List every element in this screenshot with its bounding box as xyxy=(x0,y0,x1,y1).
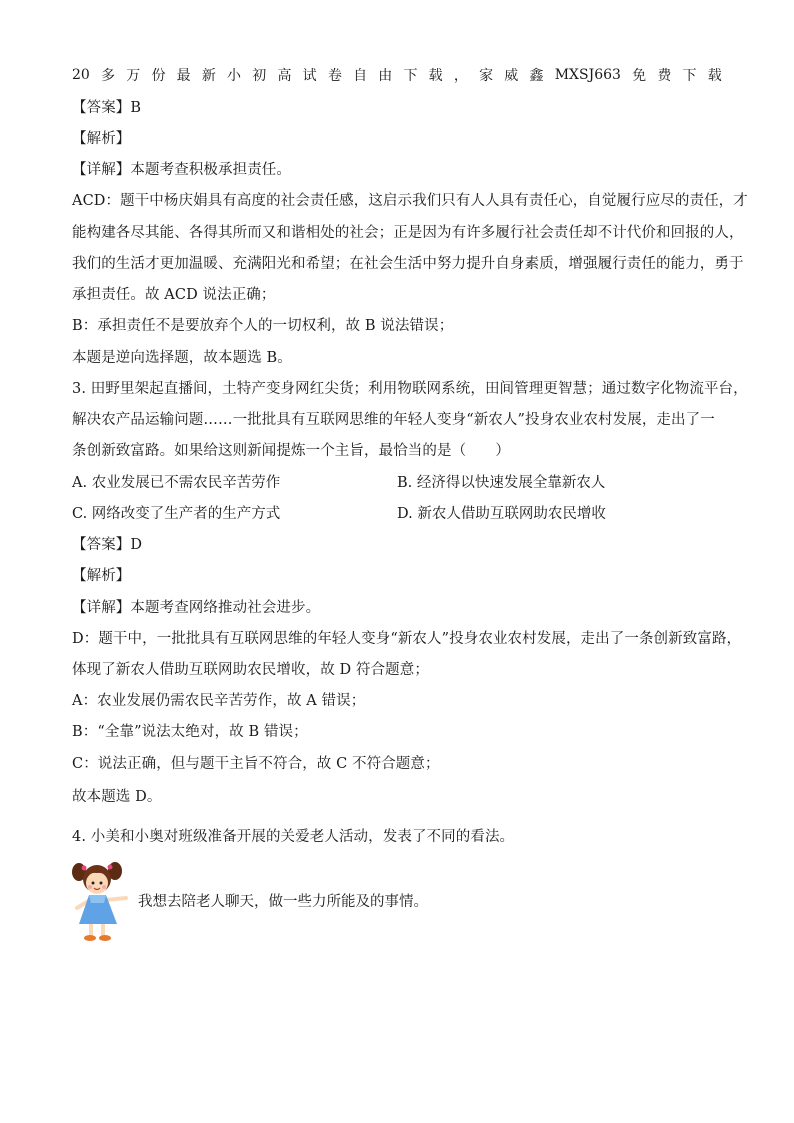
header-word: 试 xyxy=(302,68,317,84)
explanation-line: A：农业发展仍需农民辛苦劳作，故 A 错误； xyxy=(72,693,366,709)
detail-line: 【详解】本题考查积极承担责任。 xyxy=(72,162,291,178)
header-word: ， xyxy=(453,68,468,84)
header-word: 费 xyxy=(657,68,672,84)
explanation-line: ACD：题干中杨庆娟具有高度的社会责任感，这启示我们只有人人具有责任心，自觉履行应尽的责任，才 xyxy=(72,193,748,209)
header-word: 载 xyxy=(707,68,722,84)
analysis-heading: 【解析】 xyxy=(72,131,131,147)
header-word: 鑫 xyxy=(529,68,544,84)
answer-line: 【答案】B xyxy=(72,100,142,116)
analysis-heading: 【解析】 xyxy=(72,568,131,584)
header-word: 下 xyxy=(682,68,697,84)
explanation-line: D：题干中，一批批具有互联网思维的年轻人变身“新农人”投身农业农村发展，走出了一条创新致富路， xyxy=(72,631,742,647)
conclusion-line: 故本题选 D。 xyxy=(72,789,162,805)
girl-illustration xyxy=(70,858,132,944)
header-word: 初 xyxy=(252,68,267,84)
explanation-line: B：承担责任不是要放弃个人的一切权利，故 B 说法错误； xyxy=(72,318,454,334)
explanation-line: 承担责任。故 ACD 说法正确； xyxy=(72,287,276,303)
header-word: 卷 xyxy=(327,68,342,84)
explanation-line: B：“全靠”说法太绝对，故 B 错误； xyxy=(72,724,308,740)
speech-text: 我想去陪老人聊天，做一些力所能及的事情。 xyxy=(138,894,428,910)
question-stem: 3. 田野里架起直播间，土特产变身网红尖货；利用物联网系统，田间管理更智慧；通过数字化物流平台， xyxy=(72,381,748,397)
header-word: 威 xyxy=(504,68,519,84)
header-word: 家 xyxy=(479,68,494,84)
question-stem: 解决农产品运输问题……一批批具有互联网思维的年轻人变身“新农人”投身农业农村发展，走出了一 xyxy=(72,412,715,428)
option-c: C. 网络改变了生产者的生产方式 xyxy=(72,506,281,522)
conclusion-line: 本题是逆向选择题，故本题选 B。 xyxy=(72,350,292,366)
detail-line: 【详解】本题考查网络推动社会进步。 xyxy=(72,600,321,616)
header-word: 由 xyxy=(378,68,393,84)
header-word: 万 xyxy=(126,68,141,84)
header-word: 多 xyxy=(101,68,116,84)
question-stem: 条创新致富路。如果给这则新闻提炼一个主旨，最恰当的是（ ） xyxy=(72,443,510,459)
header-word: 免 xyxy=(632,68,647,84)
page-header xyxy=(72,64,722,86)
header-word: 份 xyxy=(151,68,166,84)
header-word: 下 xyxy=(403,68,418,84)
header-word: 自 xyxy=(353,68,368,84)
explanation-line: C：说法正确，但与题干主旨不符合，故 C 不符合题意； xyxy=(72,756,440,772)
header-word: 最 xyxy=(176,68,191,84)
answer-line: 【答案】D xyxy=(72,537,143,553)
header-word: 高 xyxy=(277,68,292,84)
header-word: MXSJ663 xyxy=(554,67,621,83)
question-stem: 4. 小美和小奥对班级准备开展的关爱老人活动，发表了不同的看法。 xyxy=(72,829,515,845)
header-word: 载 xyxy=(428,68,443,84)
header-word: 小 xyxy=(227,68,242,84)
option-d: D. 新农人借助互联网助农民增收 xyxy=(397,506,606,522)
option-b: B. 经济得以快速发展全靠新农人 xyxy=(397,475,606,491)
explanation-line: 能构建各尽其能、各得其所而又和谐相处的社会；正是因为有许多履行社会责任却不计代价和回报的人， xyxy=(72,225,744,241)
explanation-line: 我们的生活才更加温暖、充满阳光和希望；在社会生活中努力提升自身素质，增强履行责任的能力，勇于 xyxy=(72,256,744,272)
explanation-line: 体现了新农人借助互联网助农民增收，故 D 符合题意； xyxy=(72,662,429,678)
header-word: 20 xyxy=(72,67,90,83)
option-a: A. 农业发展已不需农民辛苦劳作 xyxy=(72,475,281,491)
header-word: 新 xyxy=(201,68,216,84)
